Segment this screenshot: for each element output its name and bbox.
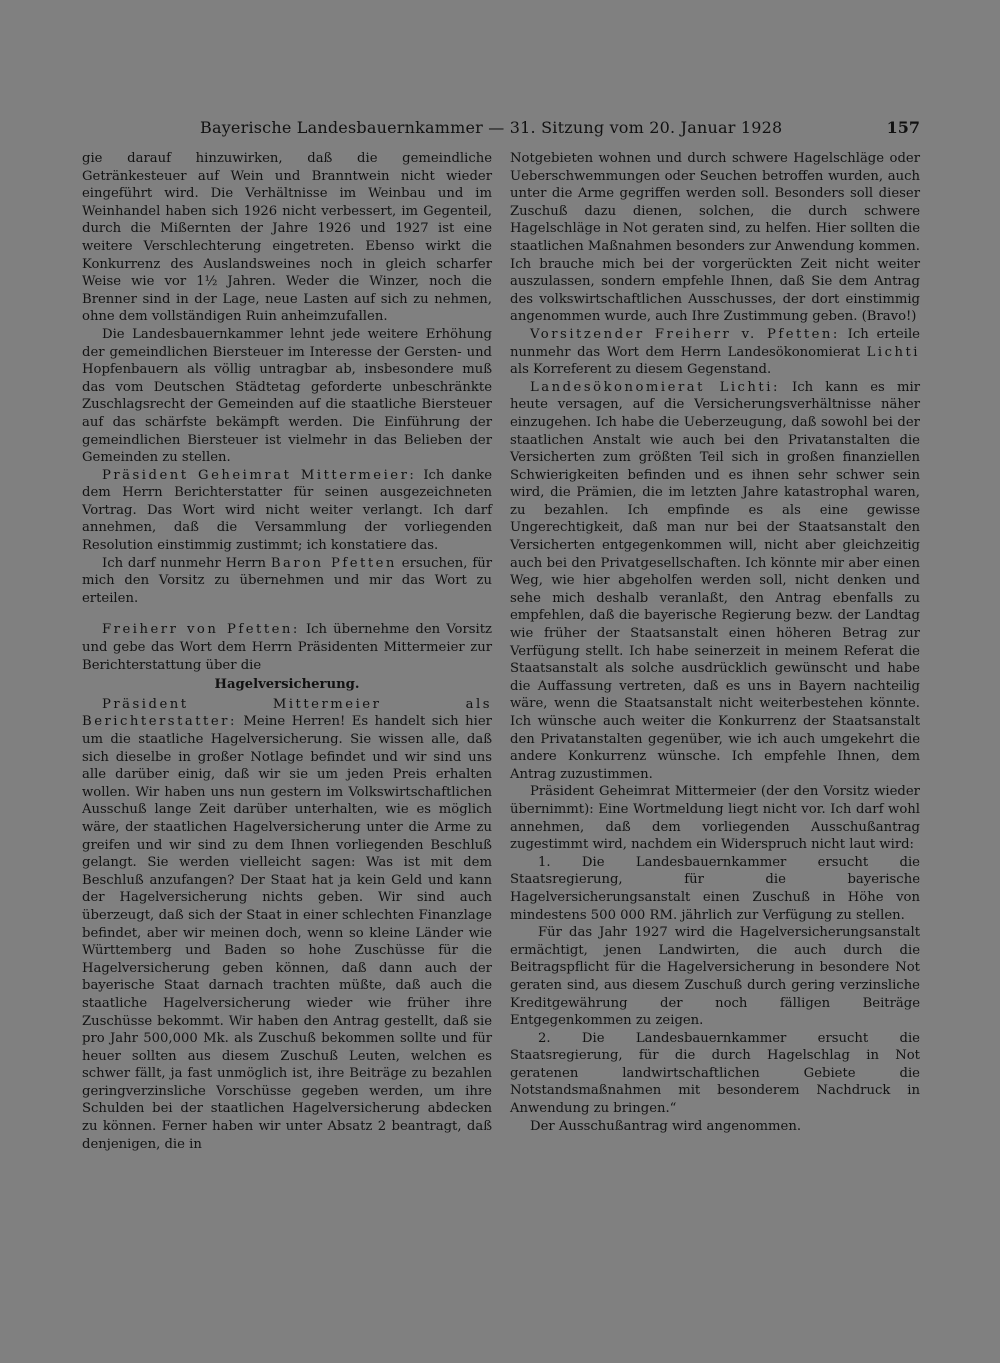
left-column: [82, 150, 492, 1153]
resolution-item: Für das Jahr 1927 wird die Hagelversicherungsanstalt ermächtigt, jenen Landwirten, die auch durch die Beitragspflicht für die Hagelversicherung in besondere Not geraten sind, aus diesem Zuschuß durch gering verzinsliche Kreditgewährung der noch fälligen Beiträge Entgegenkommen zu zeigen.: [510, 925, 920, 1029]
paragraph: Die Landesbauernkammer lehnt jede weitere Erhöhung der gemeindlichen Biersteuer im Interesse der Gersten- und Hopfenbauern als völlig untragbar ab, insbesondere muß das vom Deutschen Städtetag geforderte unbeschränkte Zuschlagsrecht der Gemeinden auf die staatliche Biersteuer auf das schärfste bekämpft werden. Die Einführung der gemeindlichen Biersteuer ist vielmehr in das Belieben der Gemeinden zu stellen.: [82, 326, 492, 466]
speech-text: Ich danke dem Herrn Berichterstatter für seinen ausgezeichneten Vortrag. Das Wort wird nicht weiter verlangt. Ich darf annehmen, daß die Versammlung der vorliegenden Resolution einstimmig zustimmt; ich konstatiere das.: [82, 467, 492, 554]
speech-text: Ich erteile nunmehr das Wort dem Herrn Landesökonomierat: [510, 326, 920, 360]
paragraph: [510, 326, 920, 379]
person-name: Baron Pfetten: [270, 555, 397, 571]
paragraph: [82, 621, 492, 674]
speech-text: als Korreferent zu diesem Gegenstand.: [510, 362, 772, 378]
speech-text: Meine Herren! Es handelt sich hier um die staatliche Hagelversicherung. Sie wissen alle, daß sich dieselbe in großer Notlage befindet und wir sind uns alle darüber einig, daß wir sie um jeden Preis erhalten wollen. Wir haben uns nun gestern im Volkswirtschaftlichen Ausschuß lange Zeit darüber unterhalten, wie es möglich wäre, der staatlichen Hagelversicherung unter die Arme zu greifen und wir sind zu dem Ihnen vorliegenden Beschluß gelangt. Sie werden vielleicht sagen: Was ist mit dem Beschluß anzufangen? Der Staat hat ja kein Geld und kann der Hagelversicherung nichts geben. Wir sind auch überzeugt, daß sich der Staat in einer schlechten Finanzlage befindet, aber wir meinen doch, wenn so kleine Länder wie Württemberg und Baden so hohe Zuschüsse für die Hagelversicherung geben können, daß dann auch der bayerische Staat darnach trachten müßte, daß auch die staatliche Hagelversicherung wieder wie früher ihre Zuschüsse bekommt. Wir haben den Antrag gestellt, daß sie pro Jahr 500,000 Mk. als Zuschuß bekommen sollte und für heuer sollten aus diesem Zuschuß Leuten, welchen es schwer fällt, ja fast unmöglich ist, ihre Beiträge zu bezahlen geringverzinsliche Vorschüsse gegeben werden, um ihre Schulden bei der staatlichen Hagelversicherung abdecken zu können. Ferner haben wir unter Absatz 2 beantragt, daß denjenigen, die in: [82, 714, 492, 1152]
paragraph: [510, 379, 920, 784]
paragraph: gie darauf hinzuwirken, daß die gemeindliche Getränkesteuer auf Wein und Branntwein nicht wieder eingeführt wird. Die Verhältnisse im Weinbau und im Weinhandel haben sich 1926 nicht verbessert, im Gegenteil, durch die Mißernten der Jahre 1926 und 1927 ist eine weitere Verschlechterung eingetreten. Ebenso wirkt die Konkurrenz des Auslandsweines noch in gleich scharfer Weise wie vor 1½ Jahren. Weder die Winzer, noch die Brenner sind in der Lage, neue Lasten auf sich zu nehmen, ohne dem vollständigen Ruin anheimzufallen.: [82, 151, 492, 325]
speech-text: (der den Vorsitz wieder übernimmt): Eine Wortmeldung liegt nicht vor. Ich darf wohl annehmen, daß dem vorliegenden Ausschußantrag zugestimmt wird, nachdem ein Widerspruch nicht laut wird:: [510, 784, 920, 853]
page-number: 157: [886, 118, 920, 137]
speaker-name: Präsident Geheimrat Mittermeier:: [102, 467, 417, 483]
section-heading: Hagelversicherung.: [214, 677, 360, 693]
resolution-item: 1. Die Landesbauernkammer ersucht die Staatsregierung, für die bayerische Hagelversicherungsanstalt einen Zuschuß in Höhe von mindestens 500 000 RM. jährlich zur Verfügung zu stellen.: [510, 854, 920, 923]
paragraph: [510, 783, 920, 853]
paragraph: [82, 467, 492, 555]
speech-text: Ich darf nunmehr Herrn: [102, 555, 271, 571]
speaker-name: Präsident Geheimrat Mittermeier: [530, 784, 756, 800]
speech-text: ersuchen, für mich den Vorsitz zu übernehmen und mir das Wort zu erteilen.: [82, 555, 492, 606]
paragraph: [82, 555, 492, 608]
speaker-name: Vorsitzender Freiherr v. Pfetten:: [530, 326, 840, 342]
paragraph: Notgebieten wohnen und durch schwere Hagelschläge oder Ueberschwemmungen oder Seuchen betroffen wurden, auch unter die Arme gegriffen werden soll. Besonders soll dieser Zuschuß dazu dienen, solchen, die durch schwere Hagelschläge in Not geraten sind, zu helfen. Hier sollten die staatlichen Maßnahmen besonders zur Anwendung kommen. Ich brauche mich bei der vorgerückten Zeit nicht weiter auszulassen, sondern empfehle Ihnen, daß Sie dem Antrag des volkswirtschaftlichen Ausschusses, der dort einstimmig angenommen wurde, auch Ihre Zustimmung geben. (Bravo!): [510, 151, 920, 325]
speaker-name: Landesökonomierat Lichti:: [530, 379, 780, 395]
running-title: Bayerische Landesbauernkammer — 31. Sitzung vom 20. Januar 1928: [200, 118, 783, 137]
closing-line: Der Ausschußantrag wird angenommen.: [530, 1118, 802, 1134]
speech-text: Ich übernehme den Vorsitz und gebe das Wort dem Herrn Präsidenten Mittermeier zur Berichterstattung über die: [82, 622, 493, 673]
right-column: [510, 150, 920, 1135]
speaker-name: Freiherr von Pfetten:: [102, 622, 300, 638]
speech-text: Ich kann es mir heute versagen, auf die Versicherungsverhältnisse näher einzugehen. Ich habe die Ueberzeugung, daß sowohl bei der staatlichen Anstalt wie auch bei den Privatanstalten die Versicherten zum größten Teil sich in großen finanziellen Schwierigkeiten befinden und es ihnen sehr schwer sein wird, die Prämien, die im letzten Jahre katastrophal waren, zu bezahlen. Ich empfinde es als eine gewisse Ungerechtigkeit, daß man nur bei der Staatsanstalt den Versicherten entgegenkommen will, nicht aber gleichzeitig auch bei den Privatgesellschaften. Ich könnte mir aber einen Weg, wie hier abgeholfen werden soll, nicht denken und sehe mich deshalb veranlaßt, den Antrag ebenfalls zu empfehlen, daß die bayerische Regierung bezw. der Landtag wie früher der Staatsanstalt einen höheren Betrag zur Verfügung stellt. Ich habe seinerzeit in meinem Referat die Staatsanstalt als solche ausdrücklich gewünscht und habe die Auffassung vertreten, daß es uns in Bayern nachteilig wäre, wenn die Staatsanstalt nicht weiterbestehen könnte. Ich wünsche auch weiter die Konkurrenz der Staatsanstalt den Privatanstalten gegenüber, wie ich auch umgekehrt die andere Konkurrenz wünsche. Ich empfehle Ihnen, dem Antrag zuzustimmen.: [510, 379, 920, 782]
resolution-item: 2. Die Landesbauernkammer ersucht die Staatsregierung, für die durch Hagelschlag in Not geratenen landwirtschaftlichen Gebiete die Notstandsmaßnahmen mit besonderem Nachdruck in Anwendung zu bringen.“: [510, 1030, 920, 1117]
speaker-name: Präsident Mittermeier als Berichterstatter:: [82, 696, 492, 730]
paragraph: [82, 696, 492, 1153]
person-name: Lichti: [866, 344, 920, 360]
